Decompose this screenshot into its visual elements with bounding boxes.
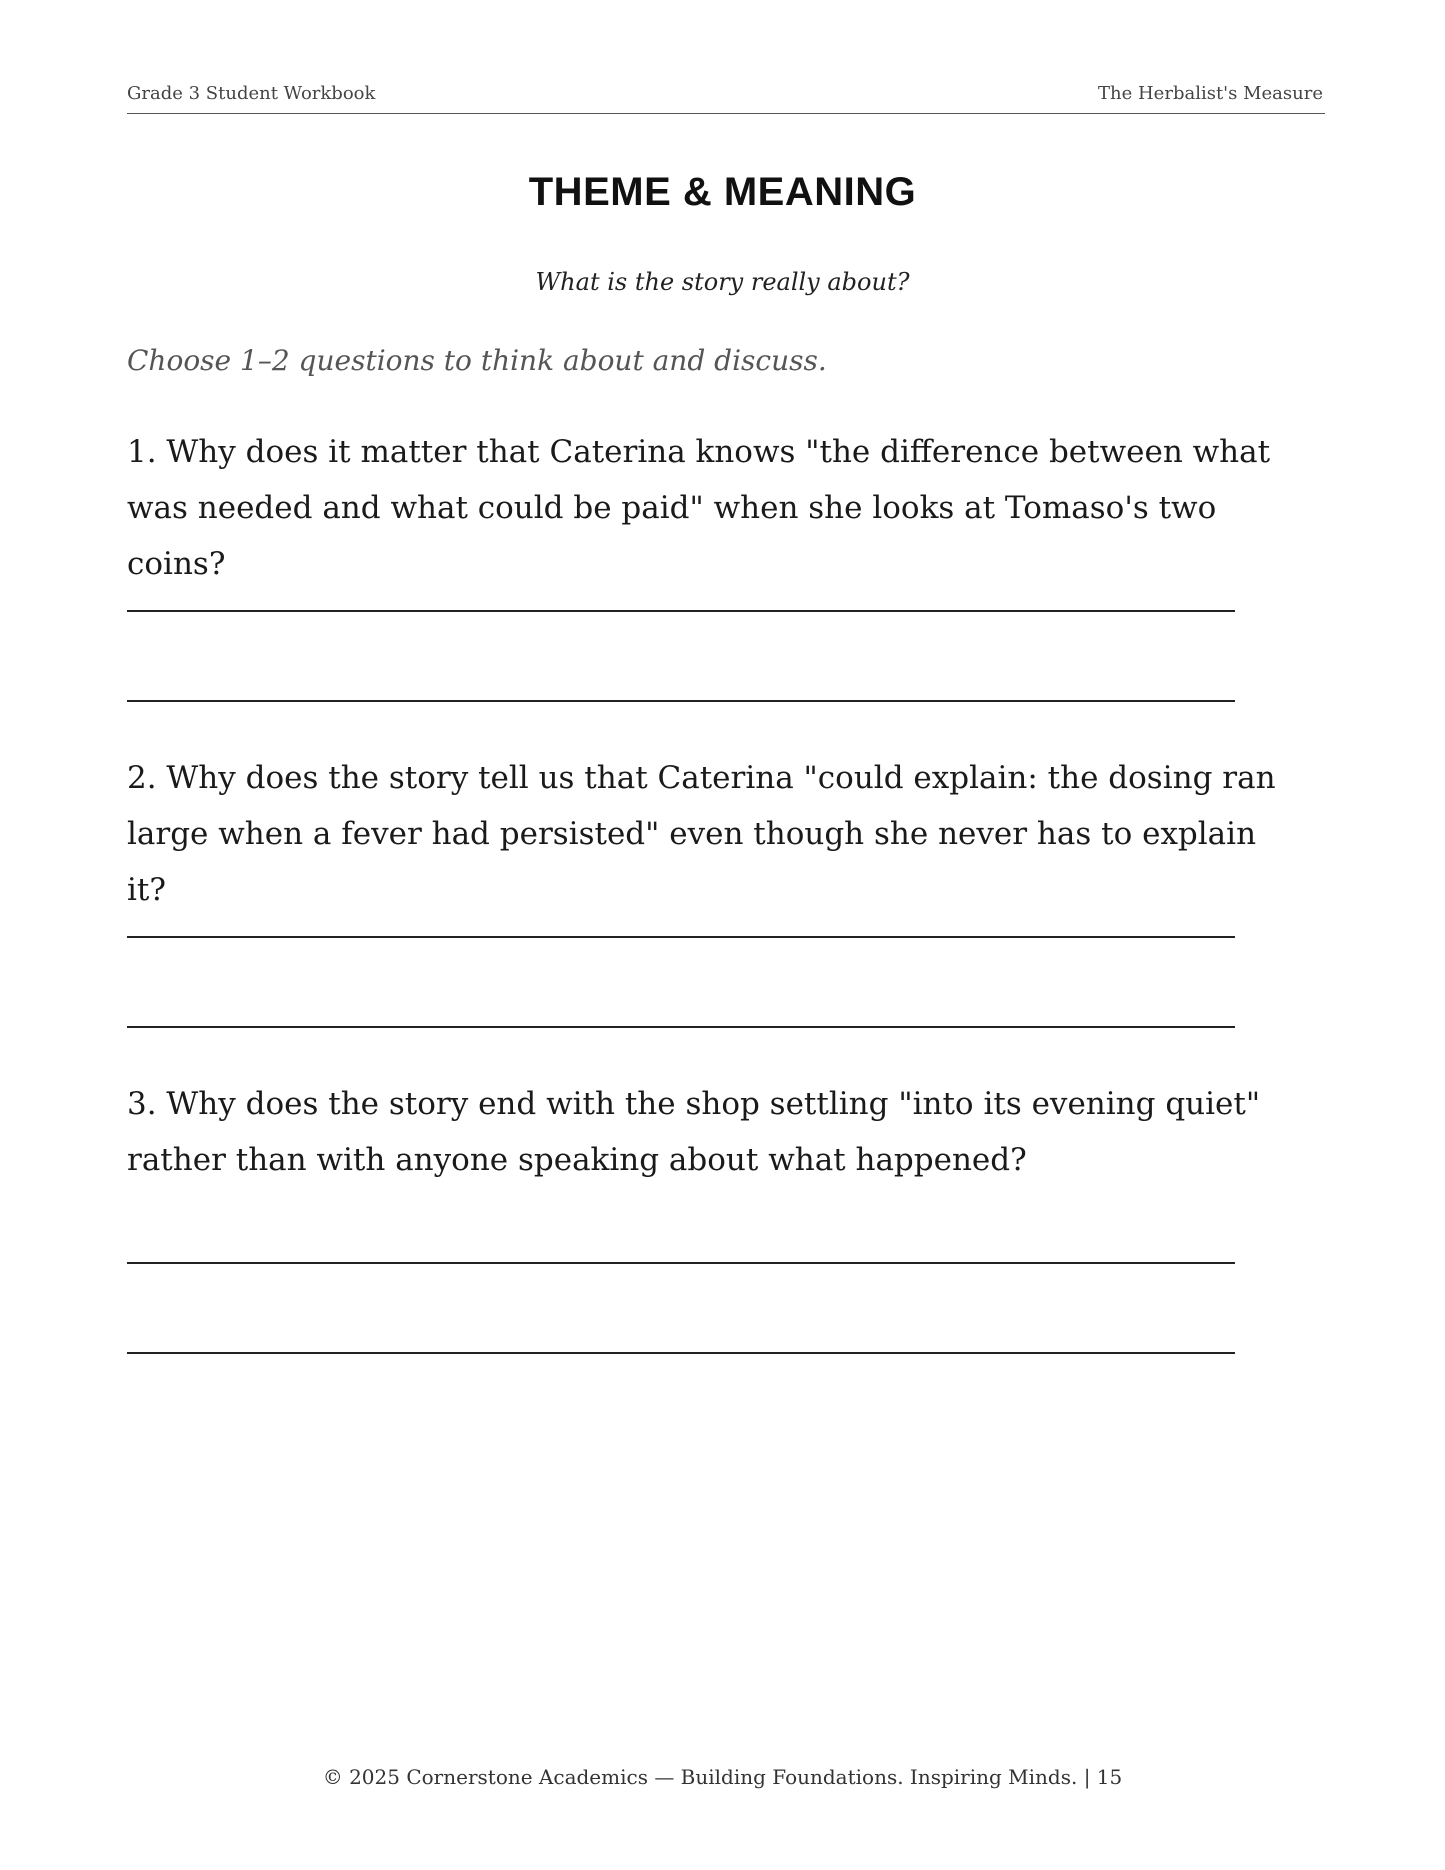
answer-line[interactable] bbox=[127, 1262, 1235, 1264]
answer-line[interactable] bbox=[127, 1352, 1235, 1354]
question-1-text: 1. Why does it matter that Caterina knows "the difference between what was needed and what could be paid" when she looks at Tomaso's two coins? bbox=[127, 434, 1271, 582]
answer-line[interactable] bbox=[127, 610, 1235, 612]
answer-line[interactable] bbox=[127, 936, 1235, 938]
answer-line[interactable] bbox=[127, 700, 1235, 702]
instruction-text: Choose 1–2 questions to think about and discuss. bbox=[127, 344, 827, 377]
page-title: THEME & MEANING bbox=[528, 170, 917, 214]
question-2 bbox=[127, 750, 1287, 918]
page-header bbox=[127, 83, 1325, 114]
question-2-text: 2. Why does the story tell us that Caterina "could explain: the dosing ran large when a fever had persisted" even though she never has to explain it? bbox=[127, 760, 1276, 908]
workbook-label: Grade 3 Student Workbook bbox=[127, 83, 376, 104]
question-3-text: 3. Why does the story end with the shop settling "into its evening quiet" rather than with anyone speaking about what happened? bbox=[127, 1086, 1261, 1178]
page-subtitle: What is the story really about? bbox=[535, 268, 910, 296]
page-footer: © 2025 Cornerstone Academics — Building Foundations. Inspiring Minds. | 15 bbox=[322, 1765, 1123, 1789]
story-title-label: The Herbalist's Measure bbox=[1098, 83, 1323, 104]
answer-line[interactable] bbox=[127, 1026, 1235, 1028]
question-3 bbox=[127, 1076, 1287, 1188]
question-1 bbox=[127, 424, 1287, 592]
